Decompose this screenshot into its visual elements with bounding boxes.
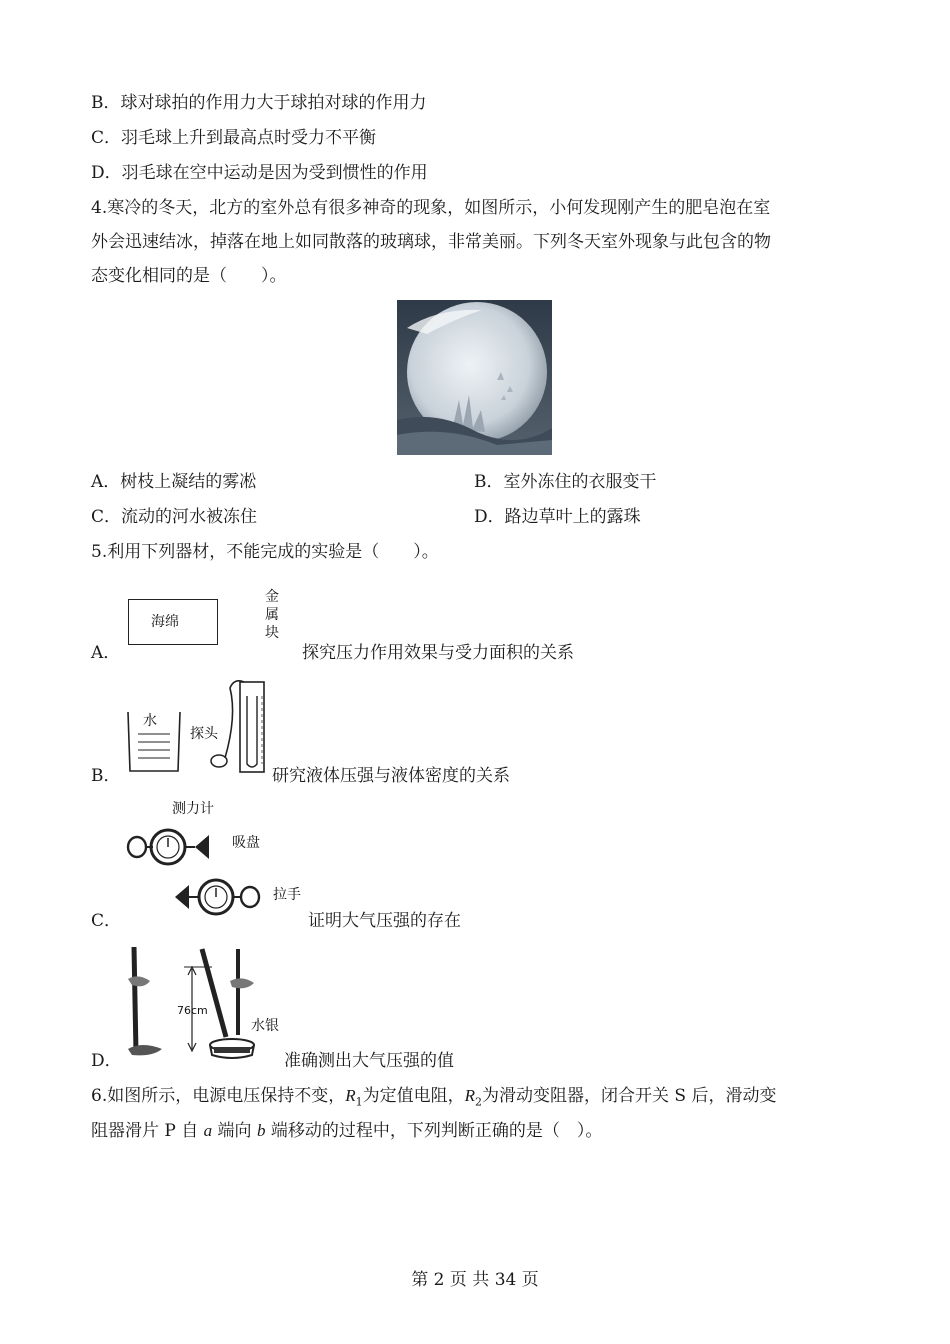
q6-text-6: 端移动的过程中，下列判断正确的是（ ）。 <box>265 1121 603 1141</box>
q4-option-c: C．流动的河水被冻住 <box>91 507 258 527</box>
q4-stem-line1: 4.寒冷的冬天，北方的室外总有很多神奇的现象，如图所示，小何发现刚产生的肥皂泡在室 <box>91 198 771 218</box>
end-a: a <box>203 1121 213 1140</box>
metal-block-label <box>265 588 283 648</box>
r1-symbol: R <box>345 1086 356 1105</box>
q5-option-d-letter: D． <box>91 1051 122 1071</box>
end-b: b <box>256 1121 266 1140</box>
metal-label-2: 属 <box>265 607 279 623</box>
probe-label: 探头 <box>190 726 218 742</box>
water-label: 水 <box>143 713 157 729</box>
sponge-label: 海绵 <box>151 614 179 630</box>
q4-option-a: A．树枝上凝结的雾凇 <box>91 472 257 492</box>
r2-subscript: 2 <box>475 1095 483 1109</box>
q3-option-c: C．羽毛球上升到最高点时受力不平衡 <box>91 128 377 148</box>
r2-symbol: R <box>464 1086 476 1105</box>
q5-option-d-text: 准确测出大气压强的值 <box>284 1051 454 1071</box>
page-footer: 第 2 页 共 34 页 <box>411 1270 539 1290</box>
metal-label-3: 块 <box>265 625 279 641</box>
q4-stem-line2: 外会迅速结冰，掉落在地上如同散落的玻璃球，非常美丽。下列冬天室外现象与此包含的物 <box>91 232 771 252</box>
q3-option-b: B．球对球拍的作用力大于球拍对球的作用力 <box>91 93 427 113</box>
q4-option-d: D．路边草叶上的露珠 <box>474 507 641 527</box>
q5-option-b-letter: B． <box>91 766 121 786</box>
q6-text-4: 阻器滑片 P 自 <box>91 1121 204 1141</box>
r1-subscript: 1 <box>355 1095 363 1109</box>
mercury-label: 水银 <box>251 1018 279 1034</box>
q4-stem-line3: 态变化相同的是（ ）。 <box>91 266 287 286</box>
q6-text-1: 6.如图所示，电源电压保持不变， <box>91 1086 346 1106</box>
q4-option-b: B．室外冻住的衣服变干 <box>474 472 657 492</box>
q5-option-c-letter: C． <box>91 911 122 931</box>
sucker-label: 吸盘 <box>232 835 260 851</box>
force-meter-label: 测力计 <box>172 801 214 817</box>
suction-cup-figure <box>125 815 275 925</box>
q6-stem-line1 <box>91 1084 776 1114</box>
handle-label: 拉手 <box>273 887 301 903</box>
q5-option-a-letter: A． <box>91 643 121 663</box>
q6-stem-line2 <box>91 1119 602 1143</box>
q3-option-d: D．羽毛球在空中运动是因为受到惯性的作用 <box>91 163 428 183</box>
height-76cm-label: 76cm <box>177 1004 208 1017</box>
q5-option-b-text: 研究液体压强与液体密度的关系 <box>272 766 510 786</box>
q6-text-5: 端向 <box>212 1121 257 1141</box>
q5-option-c-text: 证明大气压强的存在 <box>308 911 461 931</box>
q5-stem: 5.利用下列器材，不能完成的实验是（ ）。 <box>91 542 439 562</box>
q6-text-3: 为滑动变阻器，闭合开关 S 后，滑动变 <box>482 1086 777 1106</box>
q5-option-a-text: 探究压力作用效果与受力面积的关系 <box>302 643 574 663</box>
metal-label-1: 金 <box>265 589 279 605</box>
frozen-bubble-photo <box>397 300 552 455</box>
q6-text-2: 为定值电阻， <box>362 1086 465 1106</box>
